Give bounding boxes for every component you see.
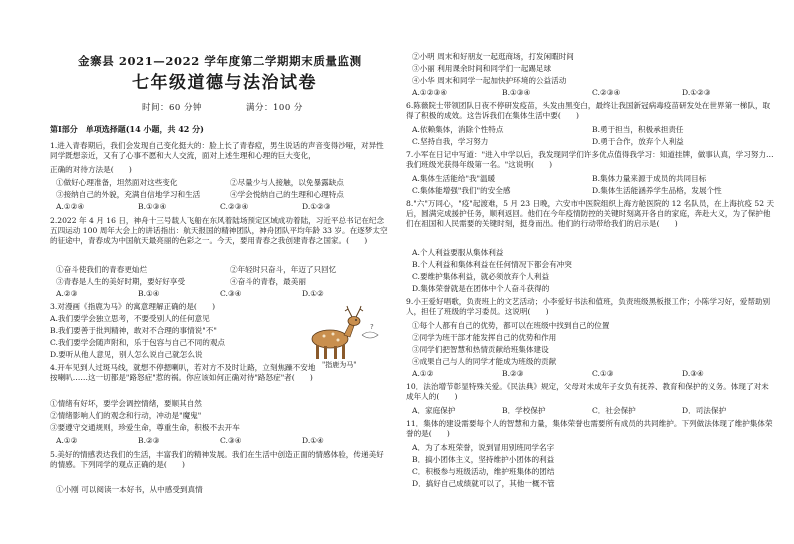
answer-choice: C.③④ — [220, 289, 242, 298]
option: C.集体能增强"我们"的安全感 — [412, 186, 511, 195]
option: C.我们要学会随声附和，乐于包容与自己不同的观点 — [50, 338, 226, 347]
option: D.集体荣誉就是在团体中个人奋斗获得的 — [412, 284, 550, 293]
answer-choice: A.①② — [56, 436, 78, 445]
option: B．搞小团体主义，坚持维护小团体的利益 — [412, 455, 555, 464]
answer-choice: D．司法保护 — [682, 406, 727, 415]
answer-choice: B.①③④ — [502, 88, 531, 97]
deer-cartoon-illustration — [300, 305, 384, 367]
option: ①情绪有好坏，要学会调控情绪，要顺其自然 — [50, 399, 202, 408]
option: ②尽量少与人接触，以免暴露缺点 — [230, 178, 344, 187]
question-9-stem: 9.小王爱好唱歌，负责班上的文艺活动；小李爱好书法和值班，负责班级黑板报工作；小陈学习好，爱帮助别人，担任了班级的学习委员。这说明( ) — [406, 297, 771, 316]
section-heading: 第Ⅰ部分 单项选择题(14 小题，共 42 分) — [50, 124, 204, 134]
answer-choice: C.②③④ — [220, 202, 249, 211]
exam-title: 金寨县 2021—2022 学年度第二学期期末质量监测 — [78, 54, 362, 68]
option: ①做好心理准备，坦然面对这些变化 — [56, 178, 178, 187]
answer-choice: C.①③ — [592, 369, 614, 378]
option: A.依赖集体，消除个性特点 — [412, 125, 504, 134]
option: ②情绪影响人们的观念和行动，冲动是"魔鬼" — [50, 411, 202, 420]
option: B.我们要善于批判精神，敢对不合理的事情说"不" — [50, 326, 217, 335]
option: ②同学为班干部才能发挥自己的优势和作用 — [412, 333, 557, 342]
option: ①小刚 可以阅读一本好书，从中感受到真情 — [56, 485, 203, 494]
option: B.个人利益和集体利益在任何情况下都会有冲突 — [412, 260, 572, 269]
answer-choice: A.②③ — [56, 289, 78, 298]
answer-choice: B.②③ — [138, 436, 160, 445]
option: ③接纳自己的外貌，充满自信地学习和生活 — [56, 190, 201, 199]
option: D．搞好自己成绩就可以了，其他一概不管 — [412, 479, 555, 488]
answer-choice: D.①② — [302, 289, 324, 298]
question-4-stem: 4.开车见到人过斑马线，就想不停摁喇叭，若对方不及时让路，立刻焦躁不安地按喇叭……这一切都是"路怒症"惹的祸。你应该如何正确对待"路怒症"者( ) — [50, 363, 316, 382]
answer-choice: A.①②③④ — [412, 88, 448, 97]
question-1-stem: 1.进入青春期后，我们会发现自己变化挺大的：脸上长了青春痘，男生说话的声音变得沙哑，对异性同学既想亲近，又有了心事不愿和大人交流，面对上述生理和心理的巨大变化， — [50, 141, 384, 160]
option: A.我们要学会独立思考，不要受别人的任何意见 — [50, 314, 210, 323]
question-7-stem: 7.小军在日记中写道："进入中学以后，我发现同学们许多优点值得我学习：知道挂牌，做事认真，学习努力…我们班级光获得年级第一名。"这说明( ) — [406, 150, 774, 169]
option: ②年轻时只奋斗，年迈了只回忆 — [230, 265, 337, 274]
option: D.勇于合作，放弃个人利益 — [592, 137, 684, 146]
answer-choice: A.①② — [412, 369, 434, 378]
question-5-stem: 5.美好的情感表达我们的生活，丰富我们的精神发展。我们在生活中创造正面的情感体验，传递美好的情感。下列同学的观点正确的是( ) — [50, 450, 384, 469]
answer-choice: C．社会保护 — [592, 406, 636, 415]
option: ③同学们把智慧和热情贡献给班集体建设 — [412, 345, 549, 354]
option: ③要遵守交通规则，珍爱生命，尊重生命，积极不去开车 — [50, 423, 240, 432]
option: A.个人利益要服从集体利益 — [412, 248, 504, 257]
answer-choice: A．家庭保护 — [412, 406, 456, 415]
option: ④奋斗的青春，最美丽 — [230, 277, 306, 286]
answer-choice: B.②③ — [502, 369, 524, 378]
option: ④小华 周末和同学一起加快护环境的公益活动 — [412, 76, 567, 85]
question-3-stem: 3.对漫画《指鹿为马》的寓意理解正确的是( ) — [50, 302, 216, 311]
option: B.集体力量来源于成员的共同目标 — [592, 174, 707, 183]
option: ③青春是人生的美好时期，要好好享受 — [56, 277, 186, 286]
option: C.要维护集体利益，就必须放弃个人利益 — [412, 272, 550, 281]
answer-choice: D.①④ — [302, 436, 324, 445]
option: ④学会悦纳自己的生理和心理特点 — [230, 190, 344, 199]
option: ①奋斗使我们的青春更灿烂 — [56, 265, 148, 274]
answer-choice: D.①②③ — [682, 88, 711, 97]
answer-choice: B.①③④ — [138, 202, 167, 211]
option: A.集体生活能给"我"温暖 — [412, 174, 496, 183]
score-label: 满分：100 分 — [246, 103, 303, 113]
option: ②小明 周末和好朋友一起逛商场，打发闲暇时间 — [412, 52, 574, 61]
answer-choice: D.①②③ — [302, 202, 331, 211]
question-1-stem-end: 正确的对待方法是( ) — [50, 165, 132, 174]
question-11-stem: 11．集体的建设需要每个人的智慧和力量，集体荣誉也需要所有成员的共同维护。下列做法体现了维护集体荣誉的是( ) — [406, 419, 773, 438]
answer-choice: C.③④ — [220, 436, 242, 445]
option: C．积极参与班级活动，维护班集体的团结 — [412, 467, 555, 476]
svg-text:?: ? — [370, 323, 374, 331]
option: ④成果自己与人的同学才能成为班级的贡献 — [412, 357, 557, 366]
answer-choice: B．学校保护 — [502, 406, 546, 415]
answer-choice: C.②③④ — [592, 88, 621, 97]
question-10-stem: 10．法治增节彰显特殊关爱。《民法典》规定，父母对未成年子女负有抚养、教育和保护的义务。体现了对未成年人的( ) — [406, 382, 769, 401]
answer-choice: A.①②④ — [56, 202, 85, 211]
option: ③小丽 利用课余时间和同学们一起踢足球 — [412, 64, 552, 73]
answer-choice: D.③④ — [682, 369, 704, 378]
cartoon-caption: "指鹿为马" — [322, 361, 357, 369]
option: B.勇于担当，积极承担责任 — [592, 125, 684, 134]
option: C.坚持自我，学习努力 — [412, 137, 489, 146]
question-8-stem: 8."六"万同心，"疫"起渡难，5 月 23 日晚，六安市中医院组织上海方舱医院的 12 名队员，在上海抗疫 52 天后，圆满完成援护任务，顺利返回。他们在今年疫情防控的关键时刻离开各自的家庭，奔赴大义，为了保护他们在祖国和人民需要的关键时刻，挺身而出。他们的行动带给我们的启示是( ) — [406, 199, 775, 228]
question-2-stem: 2.2022 年 4 月 16 日，神舟十三号载人飞船在东风着陆场预定区域成功着陆，习近平总书记在纪念五四运动 100 周年大会上的讲话指出：航天报国的精神团队，神舟团队平均年龄 33 岁。在逐梦太空的征途中，青春成为中国航天最亮丽的色彩之一。今天，要用青春之我创建青春之国家。( ) — [50, 216, 388, 245]
option: A．为了本班荣誉，说到冒用别班同学名字 — [412, 443, 555, 452]
option: D.集体生活能涵养学生品格，发展个性 — [592, 186, 722, 195]
time-label: 时间：60 分钟 — [142, 103, 203, 113]
answer-choice: B.①④ — [138, 289, 160, 298]
option: D.要听从他人意见，别人怎么说自己就怎么说 — [50, 350, 203, 359]
option: ①每个人都有自己的优势，都可以在班级中找到自己的位置 — [412, 321, 610, 330]
question-6-stem: 6.陈薇院士带领团队日夜不停研发疫苗，头发由黑变白，最终让我国新冠病毒疫苗研发处在世界第一梯队，取得了积极的成效。这告诉我们在集体生活中要( ) — [406, 101, 771, 120]
subject-title: 七年级道德与法治试卷 — [132, 73, 317, 93]
